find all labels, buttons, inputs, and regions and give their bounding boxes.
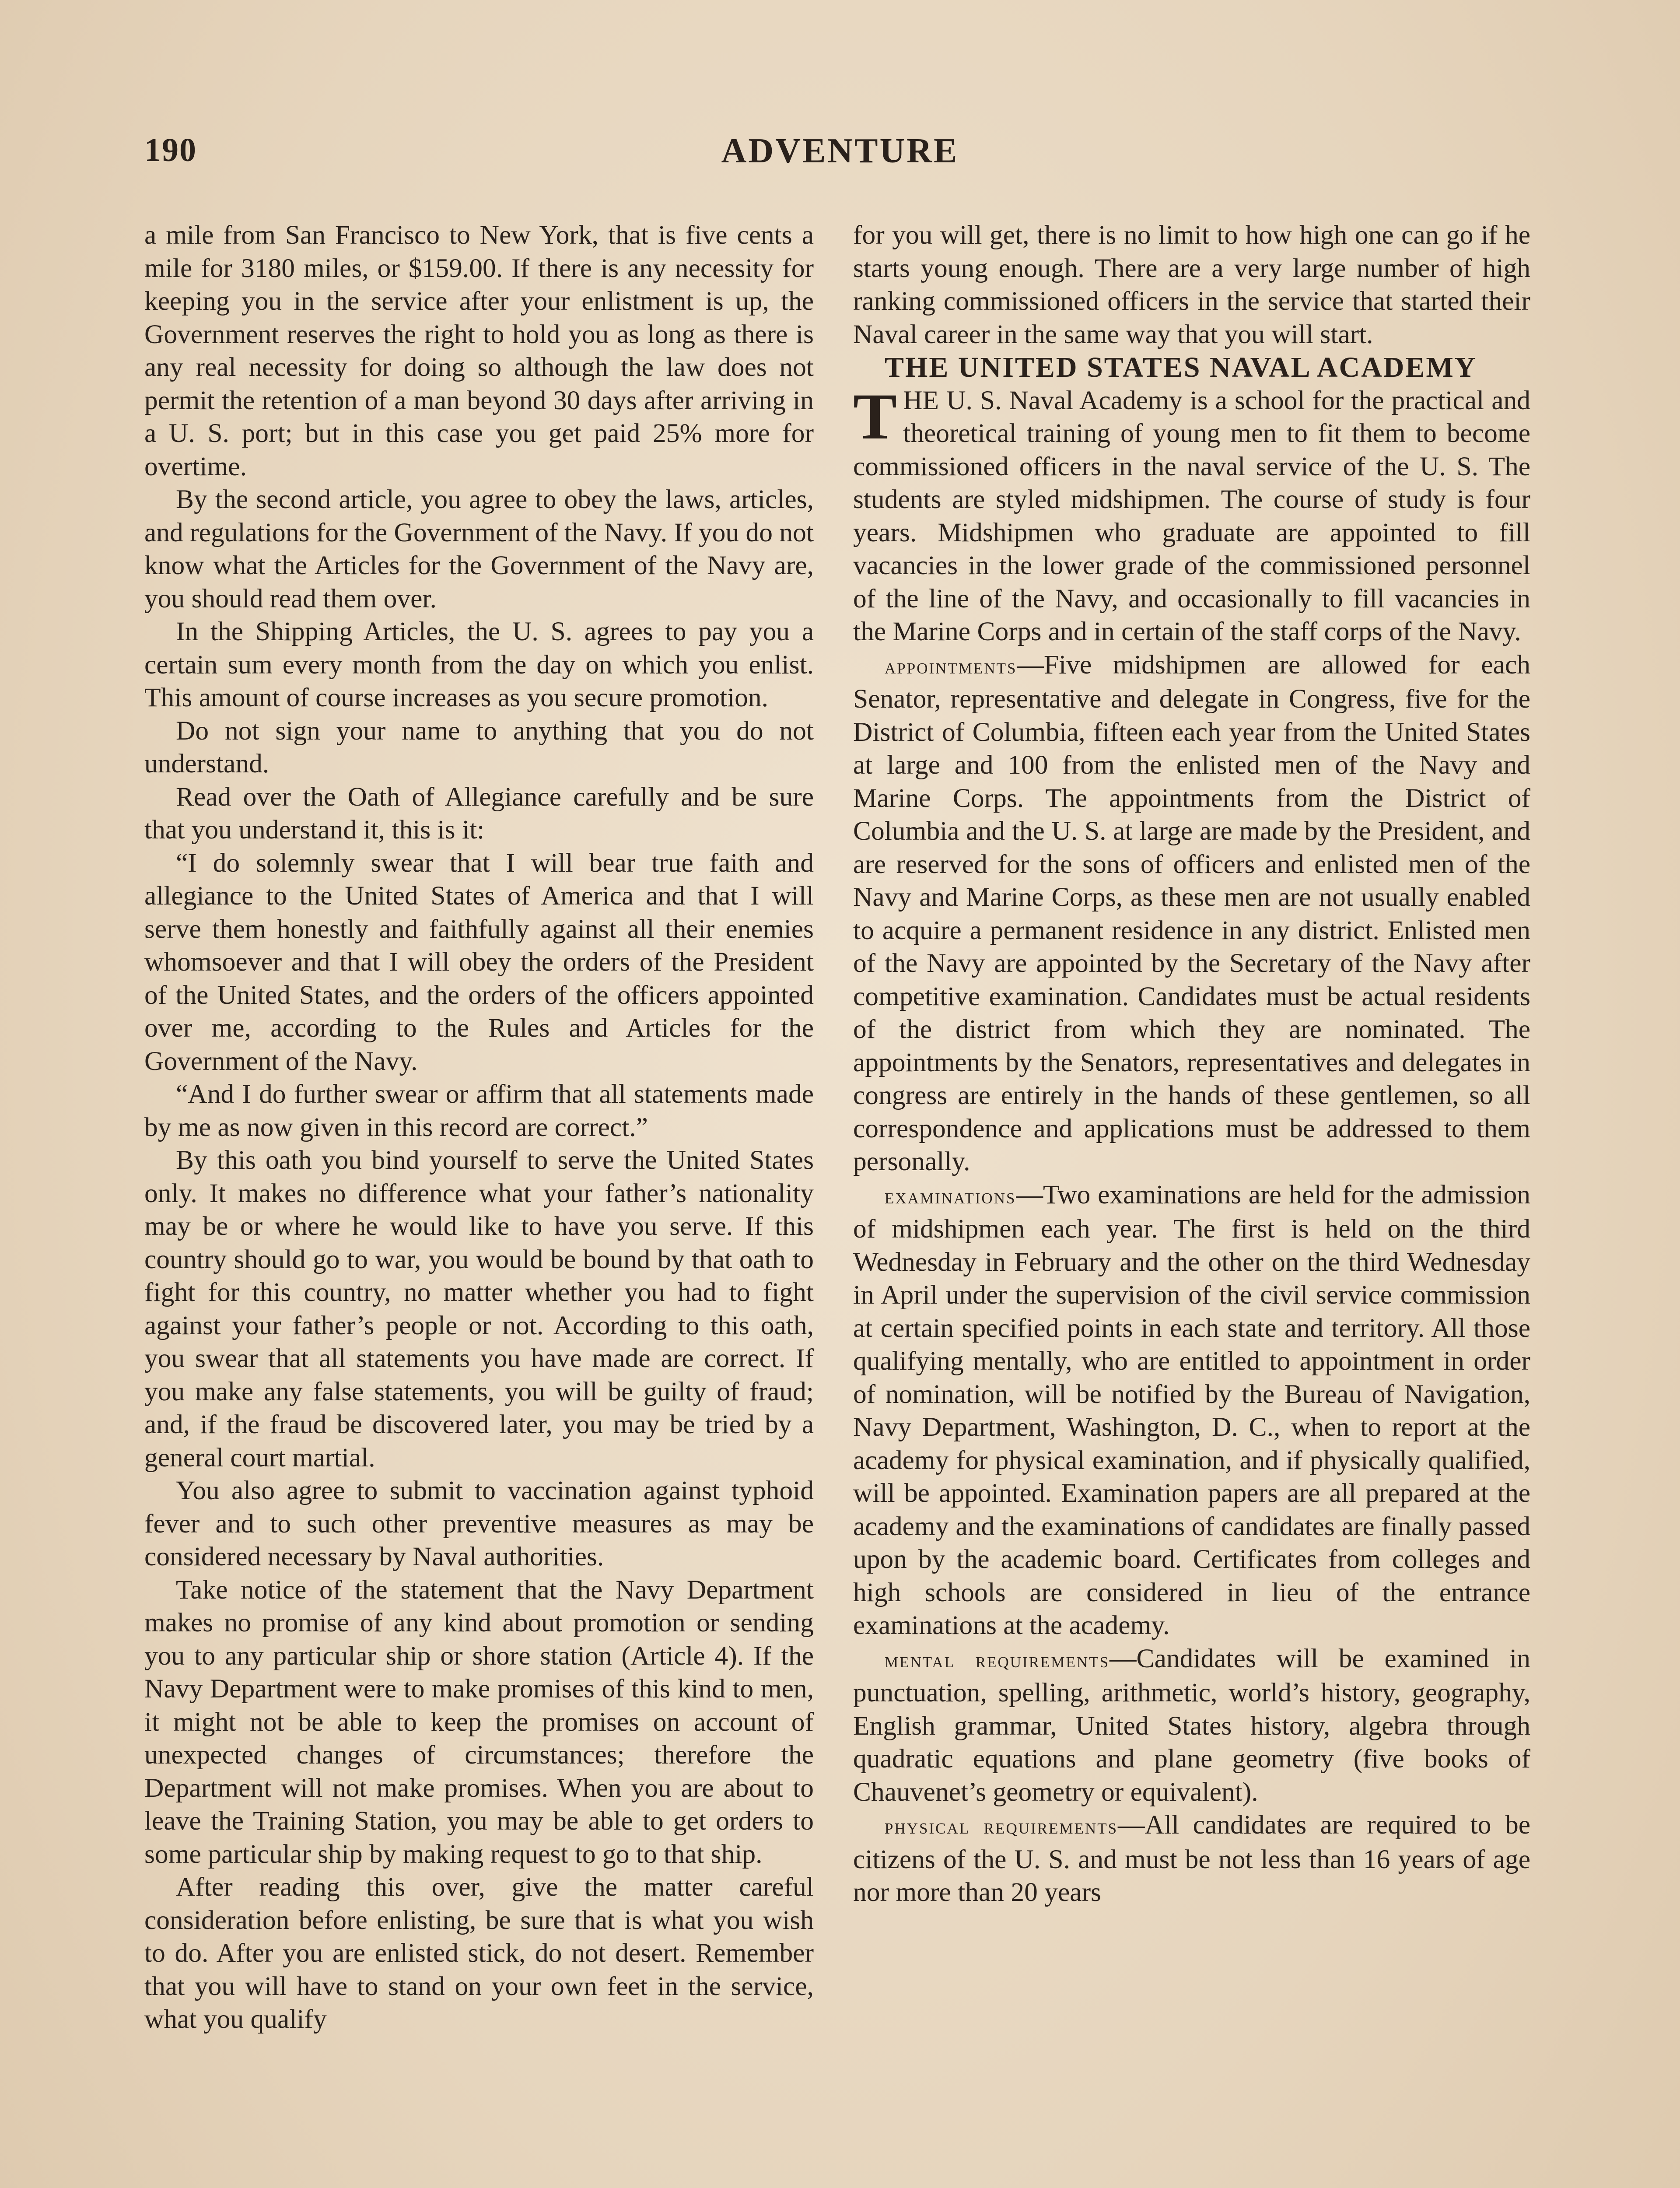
subsection-separator: — <box>1017 649 1044 680</box>
body-paragraph: Read over the Oath of Allegiance carefully and be sure that you understand it, this is it: <box>144 782 814 845</box>
oath-paragraph: “And I do further swear or affirm that all statements made by me as now given in this record are correct.” <box>144 1079 814 1142</box>
subsection-separator: — <box>1110 1643 1137 1673</box>
section-heading: THE UNITED STATES NAVAL ACADEMY <box>885 351 1477 383</box>
intro-paragraph <box>853 380 1530 649</box>
body-paragraph: By this oath you bind yourself to serve the United States only. It makes no difference what your father’s nationality may be or where he would like to have you serve. If this country should go to war, you would be bound by that oath to fight for this country, no matter whether you had to fight against your father’s people or not. According to this oath, you swear that all statements you have made are correct. If you make any false statements, you will be guilty of fraud; and, if the fraud be discovered later, you may be tried by a general court martial. <box>144 1145 814 1473</box>
right-column <box>853 219 1530 1909</box>
body-paragraph: In the Shipping Articles, the U. S. agrees to pay you a certain sum every month from the day on which you enlist. This amount of course increases as you secure promotion. <box>144 617 814 712</box>
intro-text: HE U. S. Naval Academy is a school for the practical and theoretical training of young men to fit them to become commissioned officers in the naval service of the U. S. The students are styled midshipmen. The course of study is four years. Midshipmen who graduate are appointed to fill vacancies in the lower grade of the commissioned personnel of the line of the Navy, and occasionally to fill vacancies in the Marine Corps and in certain of the staff corps of the Navy. <box>853 385 1530 646</box>
page-number: 190 <box>144 132 197 168</box>
body-paragraph: Do not sign your name to anything that you do not understand. <box>144 715 814 778</box>
subsection-text: All candidates are required to be citizens of the U. S. and must be not less than 16 years of age nor more than 20 years <box>853 1810 1530 1907</box>
subsection-mental-requirements <box>853 1642 1530 1809</box>
subsection-label: mental requirements <box>885 1647 1110 1672</box>
subsection-examinations <box>853 1178 1530 1642</box>
page-header <box>144 131 1536 179</box>
left-column <box>144 219 814 2036</box>
subsection-separator: — <box>1118 1810 1145 1840</box>
subsection-text: Candidates will be examined in punctuation, spelling, arithmetic, world’s history, geography, English grammar, United States history, algebra through quadratic equations and plane geometry (five books of Chauvenet’s geometry or equivalent). <box>853 1643 1530 1807</box>
body-paragraph: a mile from San Francisco to New York, that is five cents a mile for 3180 miles, or $159.00. If there is any necessity for keeping you in the service after your enlistment is up, the Government reserves the right to hold you as long as there is any real necessity for doing so although the law does not permit the retention of a man beyond 30 days after arriving in a U. S. port; but in this case you get paid 25% more for overtime. <box>144 220 814 481</box>
body-paragraph: Take notice of the statement that the Navy Department makes no promise of any kind about promotion or sending you to any particular ship or shore station (Article 4). If the Navy Department were to make promises of this kind to men, it might not be able to keep the promises on account of unexpected changes of circumstances; therefore the Department will not make promises. When you are about to leave the Training Station, you may be able to get orders to some particular ship by making request to go to that ship. <box>144 1574 814 1869</box>
drop-cap: T <box>853 380 897 453</box>
running-title: ADVENTURE <box>721 132 959 170</box>
oath-paragraph: “I do solemnly swear that I will bear true faith and allegiance to the United States of America and that I will serve them honestly and faithfully against all their enemies whomsoever and that I will obey the orders of the President of the United States, and the orders of the officers appointed over me, according to the Rules and Articles for the Government of the Navy. <box>144 848 814 1076</box>
subsection-separator: — <box>1016 1179 1043 1210</box>
body-paragraph: After reading this over, give the matter careful consideration before enlisting, be sure that is what you wish to do. After you are enlisted stick, do not desert. Remember that you will have to stand on your own feet in the service, what you qualify <box>144 1872 814 2034</box>
subsection-label: appointments <box>885 653 1017 678</box>
subsection-text: Two examinations are held for the admission of midshipmen each year. The first is held on the third Wednesday in February and the other on the third Wednesday in April under the supervision of the civil service commission at certain specified points in each state and territory. All those qualifying mentally, who are entitled to appointment in order of nomination, will be notified by the Bureau of Navigation, Navy Department, Washington, D. C., when to report at the academy for physical examination, and if physically qualified, will be appointed. Examination papers are all prepared at the academy and the examinations of candidates are finally passed upon by the academic board. Certificates from colleges and high schools are considered in lieu of the entrance examinations at the academy. <box>853 1179 1530 1640</box>
subsection-label: examinations <box>885 1183 1016 1208</box>
subsection-appointments <box>853 649 1530 1178</box>
subsection-text: Five midshipmen are allowed for each Senator, representative and delegate in Congress, five for the District of Columbia, fifteen each year from the United States at large and 100 from the enlisted men of the Navy and Marine Corps. The appointments from the District of Columbia and the U. S. at large are made by the President, and are reserved for the sons of officers and enlisted men of the Navy and Marine Corps, as these men are not usually enabled to acquire a permanent residence in any district. Enlisted men of the Navy are appointed by the Secretary of the Navy after competitive examination. Candidates must be actual residents of the district from which they are nominated. The appointments by the Senators, representatives and delegates in congress are entirely in the hands of these gentlemen, so all correspondence and applications must be addressed to them personally. <box>853 649 1530 1176</box>
continuation-paragraph: for you will get, there is no limit to how high one can go if he starts young enough. There are a very large number of high ranking commissioned officers in the service that started their Naval career in the same way that you will start. <box>853 220 1530 349</box>
subsection-physical-requirements <box>853 1809 1530 1909</box>
body-paragraph: By the second article, you agree to obey the laws, articles, and regulations for the Government of the Navy. If you do not know what the Articles for the Government of the Navy are, you should read them over. <box>144 484 814 614</box>
body-paragraph: You also agree to submit to vaccination against typhoid fever and to such other preventive measures as may be considered necessary by Naval authorities. <box>144 1476 814 1571</box>
subsection-label: physical requirements <box>885 1814 1118 1838</box>
